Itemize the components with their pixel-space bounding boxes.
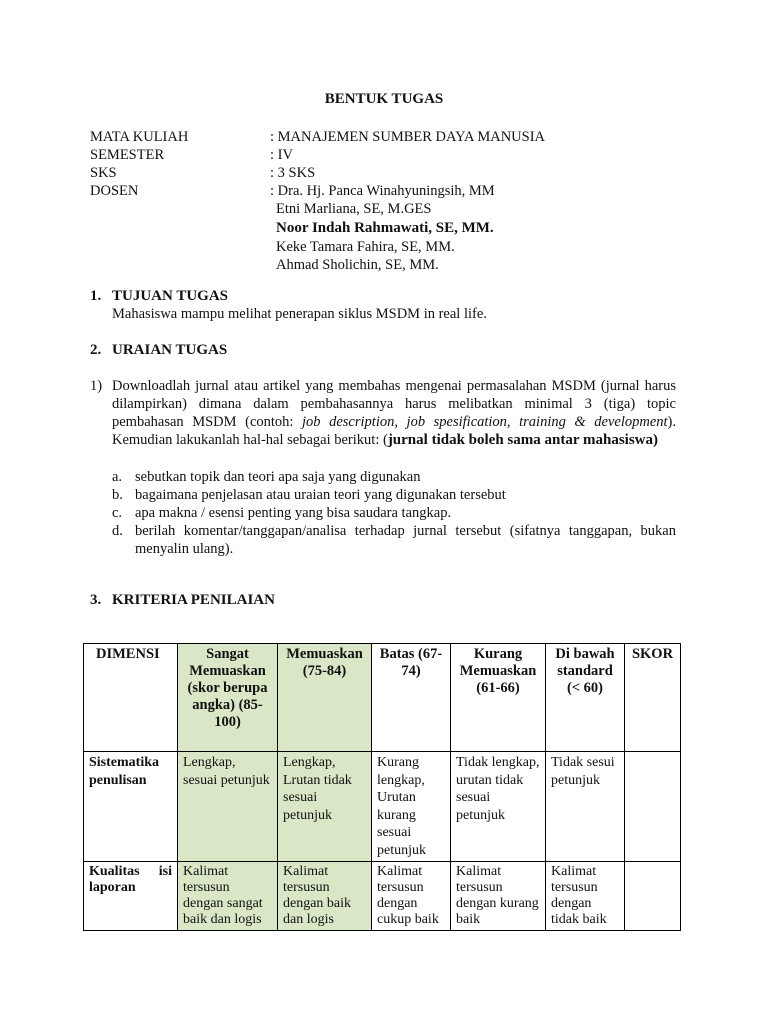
sks-value: : 3 SKS [270, 165, 316, 181]
list-item [112, 522, 676, 558]
table-header-row [84, 644, 681, 752]
table-header-cell: Di bawah standard (< 60) [546, 644, 625, 752]
criteria-table [83, 643, 681, 931]
table-score-cell [625, 752, 681, 862]
table-cell: Kalimat tersusun dengan tidak baik [546, 862, 625, 931]
table-header-cell: SKOR [625, 644, 681, 752]
task-paragraph [90, 377, 676, 449]
section-2-number: 2. [90, 342, 102, 358]
table-cell: Kalimat tersusun dengan cukup baik [372, 862, 451, 931]
table-row [84, 862, 681, 931]
task-text-bold-note: jurnal tidak boleh sama antar mahasiswa) [387, 432, 658, 448]
list-item-letter: c. [112, 505, 123, 521]
sks-label: SKS [90, 165, 117, 181]
document-title: BENTUK TUGAS [324, 91, 444, 107]
semester-value: : IV [270, 147, 293, 163]
table-cell: Lengkap, sesuai petunjuk [178, 752, 278, 862]
table-cell: Tidak lengkap, urutan tidak sesuai petunjuk [451, 752, 546, 862]
table-dimension-cell [84, 862, 178, 931]
table-header-cell: Memuaskan (75-84) [278, 644, 372, 752]
table-cell: Kurang lengkap, Urutan kurang sesuai petunjuk [372, 752, 451, 862]
task-text-italic: job description, job spesification, training & development [302, 414, 668, 430]
task-item-body [112, 377, 676, 449]
table-header-cell: DIMENSI [84, 644, 178, 752]
lecturer-5: Ahmad Sholichin, SE, MM. [276, 257, 439, 273]
info-row-semester [90, 146, 545, 164]
table-header-cell: Kurang Memuaskan (61-66) [451, 644, 546, 752]
table-header-cell: Sangat Memuaskan (skor berupa angka) (85-100) [178, 644, 278, 752]
info-row-sks [90, 164, 545, 182]
section-1-heading [90, 288, 228, 305]
table-cell: Kalimat tersusun dengan sangat baik dan logis [178, 862, 278, 931]
section-2-heading [90, 342, 227, 359]
dimension-word-2: isi [158, 864, 172, 879]
list-item [112, 468, 676, 486]
section-2-title: URAIAN TUGAS [112, 342, 228, 358]
task-item-number: 1) [90, 378, 103, 394]
lecturer-1: : Dra. Hj. Panca Winahyuningsih, MM [270, 183, 495, 199]
list-item-text: apa makna / esensi penting yang bisa saudara tangkap. [135, 505, 452, 521]
list-item-text: sebutkan topik dan teori apa saja yang digunakan [135, 469, 421, 485]
course-info [90, 128, 545, 274]
list-item-letter: d. [112, 523, 123, 539]
info-row-course [90, 128, 545, 146]
section-3-title: KRITERIA PENILAIAN [112, 592, 275, 608]
lecturer-label: DOSEN [90, 183, 139, 199]
list-item-text: berilah komentar/tanggapan/analisa terhadap jurnal tersebut (sifatnya tanggapan, bukan menyalin ulang). [135, 523, 676, 557]
table-cell: Kalimat tersusun dengan baik dan logis [278, 862, 372, 931]
table-cell: Kalimat tersusun dengan kurang baik [451, 862, 546, 931]
lecturer-4: Keke Tamara Fahira, SE, MM. [276, 239, 455, 255]
section-3-heading [90, 592, 275, 609]
semester-label: SEMESTER [90, 147, 165, 163]
lecturer-2: Etni Marliana, SE, M.GES [276, 201, 432, 217]
info-row-lecturer [90, 182, 545, 200]
table-cell: Lengkap, Lrutan tidak sesuai petunjuk [278, 752, 372, 862]
table-cell: Tidak sesui petunjuk [546, 752, 625, 862]
section-1-number: 1. [90, 288, 102, 304]
lecturer-3: Noor Indah Rahmawati, SE, MM. [276, 220, 494, 236]
dimension-line-1 [89, 864, 172, 880]
section-3-number: 3. [90, 592, 102, 608]
table-row [84, 752, 681, 862]
dimension-word-1: Kualitas [89, 864, 140, 879]
task-sub-list [112, 468, 676, 558]
section-1-text: Mahasiswa mampu melihat penerapan siklus MSDM in real life. [112, 306, 487, 322]
table-dimension-cell: Sistematika penulisan [84, 752, 178, 862]
list-item [112, 486, 676, 504]
course-value: : MANAJEMEN SUMBER DAYA MANUSIA [270, 129, 546, 145]
section-1-title: TUJUAN TUGAS [112, 288, 228, 304]
table-header-cell: Batas (67-74) [372, 644, 451, 752]
course-label: MATA KULIAH [90, 129, 189, 145]
list-item-text: bagaimana penjelasan atau uraian teori yang digunakan tersebut [135, 487, 506, 503]
list-item-letter: a. [112, 469, 123, 485]
dimension-line-2: laporan [89, 880, 136, 895]
task-text-part-2: ). Kemudian lakukanlah hal-hal sebagai berikut: ( [112, 414, 676, 448]
table-score-cell [625, 862, 681, 931]
task-text-part-1: Downloadlah jurnal atau artikel yang membahas mengenai permasalahan MSDM (jurnal harus dilampirkan) dimana dalam pembahasannya harus melibatkan minimal 3 (tiga) topic pembahasan MSDM (contoh: [112, 378, 676, 430]
list-item [112, 504, 676, 522]
list-item-letter: b. [112, 487, 123, 503]
